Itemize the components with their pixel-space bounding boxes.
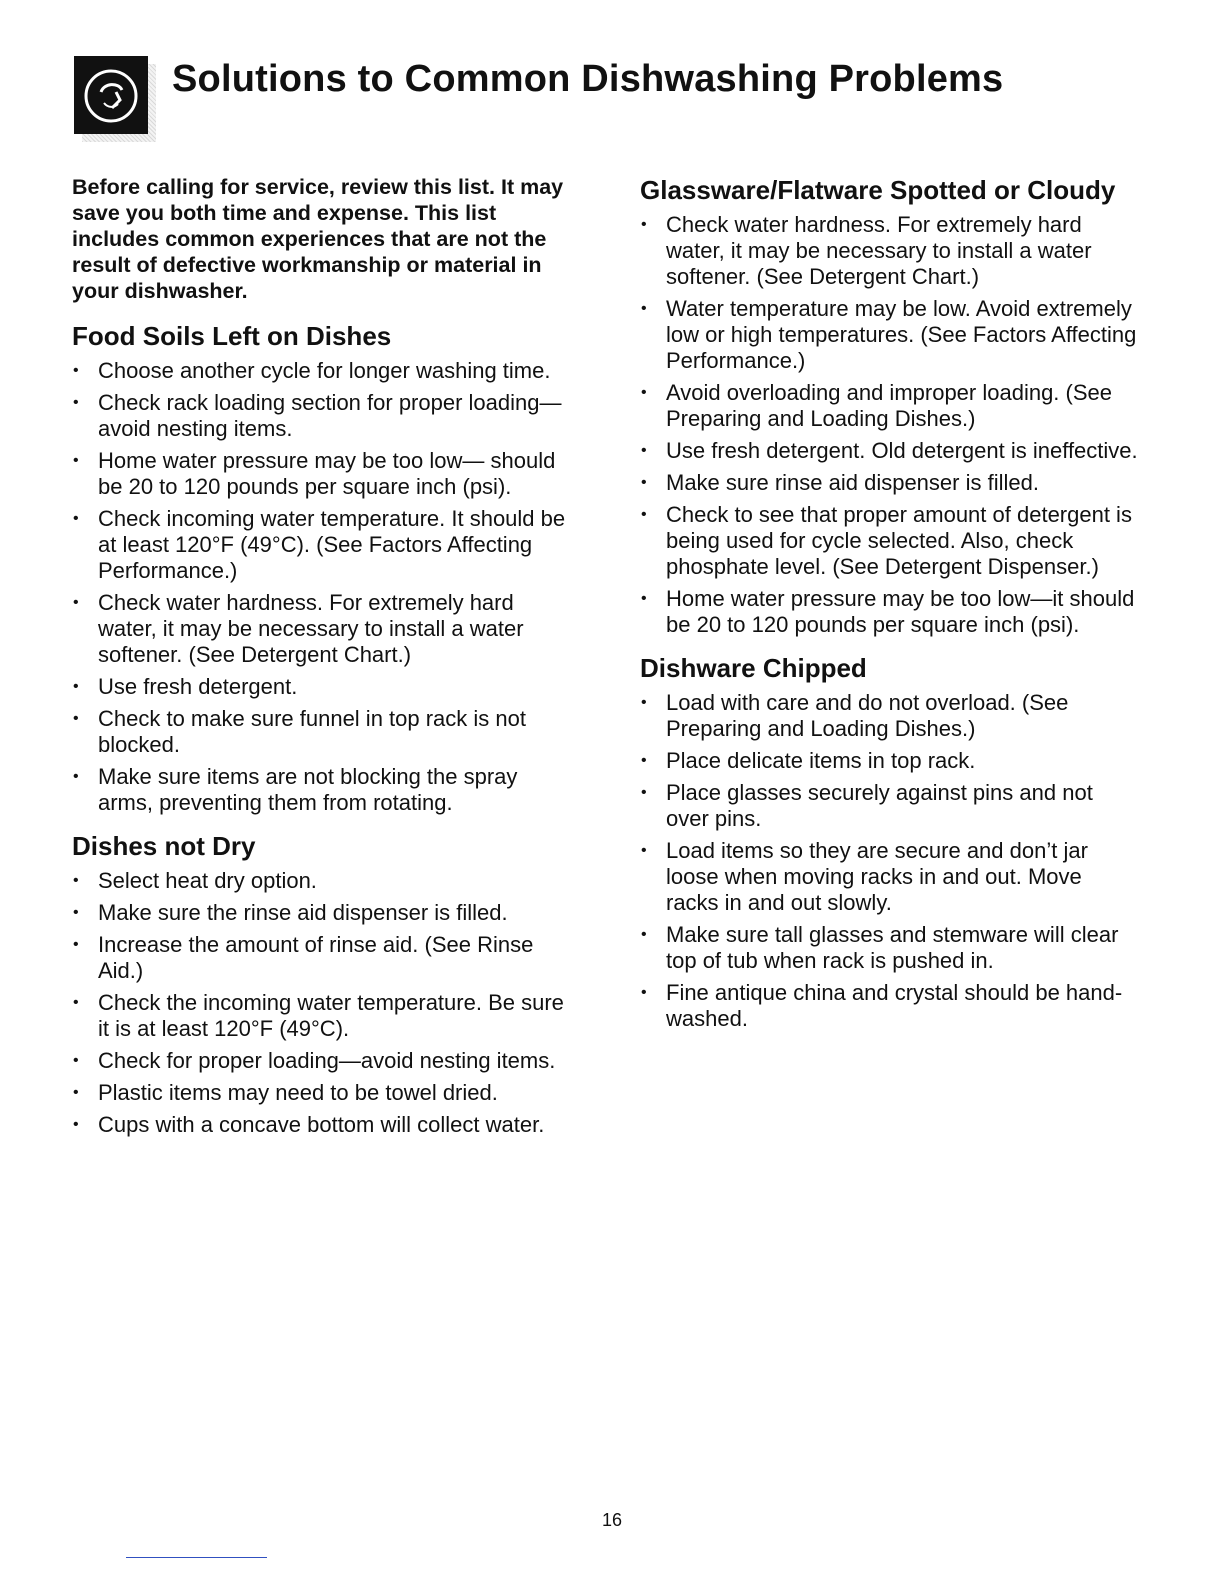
section-heading-dishes-not-dry: Dishes not Dry [72, 831, 256, 861]
footer-divider [126, 1557, 267, 1558]
list-item: • Make sure tall glasses and stemware will clear top of tub when rack is pushed in. [640, 922, 1140, 974]
list-item: • Choose another cycle for longer washing time. [72, 358, 572, 384]
list-item: • Check for proper loading—avoid nesting items. [72, 1048, 572, 1074]
list-item: • Plastic items may need to be towel dried. [72, 1080, 572, 1106]
list-item: • Use fresh detergent. Old detergent is ineffective. [640, 438, 1140, 464]
list-item: • Home water pressure may be too low—it should be 20 to 120 pounds per square inch (psi). [640, 586, 1140, 638]
list-item: • Cups with a concave bottom will collect water. [72, 1112, 572, 1138]
list-item: • Make sure items are not blocking the spray arms, preventing them from rotating. [72, 764, 572, 816]
list-item: • Load with care and do not overload. (See Preparing and Loading Dishes.) [640, 690, 1140, 742]
list-item: • Place glasses securely against pins and not over pins. [640, 780, 1140, 832]
list-item: • Water temperature may be low. Avoid extremely low or high temperatures. (See Factors Affecting Performance.) [640, 296, 1140, 374]
dishware-chipped-list [640, 690, 1140, 1032]
left-column [72, 174, 572, 1152]
list-item: • Check the incoming water temperature. Be sure it is at least 120°F (49°C). [72, 990, 572, 1042]
list-item: • Avoid overloading and improper loading. (See Preparing and Loading Dishes.) [640, 380, 1140, 432]
list-item: • Home water pressure may be too low— should be 20 to 120 pounds per square inch (psi). [72, 448, 572, 500]
list-item: • Load items so they are secure and don’t jar loose when moving racks in and out. Move racks in and out slowly. [640, 838, 1140, 916]
list-item: • Use fresh detergent. [72, 674, 572, 700]
list-item: • Select heat dry option. [72, 868, 572, 894]
section-heading-glassware-spotted: Glassware/Flatware Spotted or Cloudy [640, 175, 1116, 205]
list-item: • Check water hardness. For extremely hard water, it may be necessary to install a water softener. (See Detergent Chart.) [640, 212, 1140, 290]
glassware-spotted-list [640, 212, 1140, 638]
dishwasher-spray-icon [74, 56, 148, 134]
list-item: • Make sure the rinse aid dispenser is filled. [72, 900, 572, 926]
section-heading-food-soils: Food Soils Left on Dishes [72, 321, 392, 351]
list-item: • Increase the amount of rinse aid. (See Rinse Aid.) [72, 932, 572, 984]
section-heading-dishware-chipped: Dishware Chipped [640, 653, 867, 683]
dishwasher-graphic [74, 56, 148, 134]
list-item: • Check to see that proper amount of detergent is being used for cycle selected. Also, check phosphate level. (See Detergent Dispenser.) [640, 502, 1140, 580]
list-item: • Check water hardness. For extremely hard water, it may be necessary to install a water softener. (See Detergent Chart.) [72, 590, 572, 668]
list-item: • Fine antique china and crystal should be hand-washed. [640, 980, 1140, 1032]
dishes-not-dry-list [72, 868, 572, 1138]
page-number: 16 [601, 1510, 623, 1530]
list-item: • Make sure rinse aid dispenser is filled. [640, 470, 1140, 496]
list-item: • Check to make sure funnel in top rack is not blocked. [72, 706, 572, 758]
intro-text: Before calling for service, review this list. It may save you both time and expense. This list includes common experiences that are not the result of defective workmanship or material in your dishwasher. [72, 175, 564, 303]
food-soils-list [72, 358, 572, 816]
list-item: • Check rack loading section for proper loading—avoid nesting items. [72, 390, 572, 442]
list-item: • Place delicate items in top rack. [640, 748, 1140, 774]
page-header [74, 56, 1003, 134]
page-title: Solutions to Common Dishwashing Problems [172, 58, 1004, 100]
list-item: • Check incoming water temperature. It should be at least 120°F (49°C). (See Factors Affecting Performance.) [72, 506, 572, 584]
right-column [640, 174, 1140, 1046]
